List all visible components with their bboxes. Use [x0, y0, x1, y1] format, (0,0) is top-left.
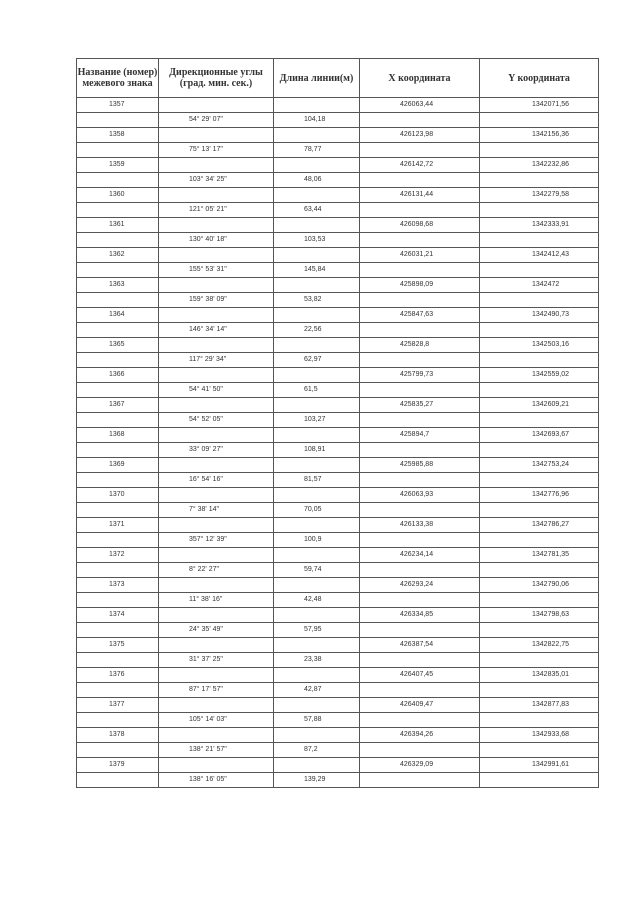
- table-row: [77, 248, 599, 263]
- line-length: 57,88: [274, 713, 360, 728]
- x-coordinate: 426063,93: [360, 488, 480, 503]
- empty-cell: [159, 248, 274, 263]
- empty-cell: [159, 608, 274, 623]
- y-coordinate: 1342877,83: [480, 698, 599, 713]
- table-row: [77, 413, 599, 428]
- y-coordinate: 1342991,61: [480, 758, 599, 773]
- empty-cell: [480, 563, 599, 578]
- x-coordinate: 426394,26: [360, 728, 480, 743]
- table-row: [77, 233, 599, 248]
- table-row: [77, 398, 599, 413]
- x-coordinate: 426334,85: [360, 608, 480, 623]
- empty-cell: [77, 203, 159, 218]
- x-coordinate: 425835,27: [360, 398, 480, 413]
- y-coordinate: 1342781,35: [480, 548, 599, 563]
- x-coordinate: 426234,14: [360, 548, 480, 563]
- line-length: 108,91: [274, 443, 360, 458]
- direction-angle: 105° 14' 03": [159, 713, 274, 728]
- table-row: [77, 638, 599, 653]
- y-coordinate: 1342693,67: [480, 428, 599, 443]
- x-coordinate: 426098,68: [360, 218, 480, 233]
- x-coordinate: 426407,45: [360, 668, 480, 683]
- point-name: 1372: [77, 548, 159, 563]
- empty-cell: [360, 443, 480, 458]
- table-row: [77, 218, 599, 233]
- table-row: [77, 773, 599, 788]
- x-coordinate: 426409,47: [360, 698, 480, 713]
- empty-cell: [77, 323, 159, 338]
- empty-cell: [480, 413, 599, 428]
- empty-cell: [77, 623, 159, 638]
- empty-cell: [77, 353, 159, 368]
- empty-cell: [274, 278, 360, 293]
- empty-cell: [159, 128, 274, 143]
- table-row: [77, 593, 599, 608]
- table-row: [77, 458, 599, 473]
- x-coordinate: 426133,38: [360, 518, 480, 533]
- y-coordinate: 1342559,02: [480, 368, 599, 383]
- empty-cell: [360, 473, 480, 488]
- line-length: 42,87: [274, 683, 360, 698]
- table-row: [77, 623, 599, 638]
- point-name: 1377: [77, 698, 159, 713]
- header-x: X координата: [360, 59, 480, 98]
- empty-cell: [77, 143, 159, 158]
- empty-cell: [274, 248, 360, 263]
- empty-cell: [274, 578, 360, 593]
- table-body: [77, 98, 599, 788]
- table-row: [77, 368, 599, 383]
- empty-cell: [77, 653, 159, 668]
- empty-cell: [159, 758, 274, 773]
- table-header: [77, 59, 599, 98]
- empty-cell: [159, 398, 274, 413]
- y-coordinate: 1342412,43: [480, 248, 599, 263]
- boundary-coordinates-table: [76, 58, 599, 788]
- empty-cell: [274, 488, 360, 503]
- empty-cell: [77, 593, 159, 608]
- table-row: [77, 548, 599, 563]
- empty-cell: [274, 608, 360, 623]
- direction-angle: 54° 52' 05": [159, 413, 274, 428]
- empty-cell: [159, 638, 274, 653]
- empty-cell: [77, 443, 159, 458]
- line-length: 145,84: [274, 263, 360, 278]
- line-length: 61,5: [274, 383, 360, 398]
- point-name: 1364: [77, 308, 159, 323]
- empty-cell: [360, 503, 480, 518]
- y-coordinate: 1342835,01: [480, 668, 599, 683]
- empty-cell: [159, 278, 274, 293]
- x-coordinate: 425985,88: [360, 458, 480, 473]
- empty-cell: [480, 593, 599, 608]
- direction-angle: 7° 38' 14": [159, 503, 274, 518]
- empty-cell: [77, 743, 159, 758]
- header-y: Y координата: [480, 59, 599, 98]
- empty-cell: [480, 683, 599, 698]
- direction-angle: 31° 37' 25": [159, 653, 274, 668]
- line-length: 81,57: [274, 473, 360, 488]
- empty-cell: [77, 533, 159, 548]
- empty-cell: [480, 743, 599, 758]
- empty-cell: [274, 638, 360, 653]
- empty-cell: [274, 128, 360, 143]
- y-coordinate: 1342933,68: [480, 728, 599, 743]
- table-row: [77, 758, 599, 773]
- header-row: [77, 59, 599, 98]
- table-row: [77, 533, 599, 548]
- point-name: 1371: [77, 518, 159, 533]
- table-row: [77, 518, 599, 533]
- table-row: [77, 473, 599, 488]
- empty-cell: [360, 353, 480, 368]
- empty-cell: [360, 173, 480, 188]
- table-row: [77, 203, 599, 218]
- empty-cell: [274, 518, 360, 533]
- empty-cell: [274, 308, 360, 323]
- line-length: 63,44: [274, 203, 360, 218]
- empty-cell: [274, 338, 360, 353]
- empty-cell: [360, 113, 480, 128]
- x-coordinate: 426293,24: [360, 578, 480, 593]
- point-name: 1361: [77, 218, 159, 233]
- direction-angle: 8° 22' 27": [159, 563, 274, 578]
- y-coordinate: 1342822,75: [480, 638, 599, 653]
- table-row: [77, 608, 599, 623]
- empty-cell: [159, 218, 274, 233]
- point-name: 1376: [77, 668, 159, 683]
- y-coordinate: 1342609,21: [480, 398, 599, 413]
- direction-angle: 159° 38' 09": [159, 293, 274, 308]
- line-length: 100,9: [274, 533, 360, 548]
- y-coordinate: 1342753,24: [480, 458, 599, 473]
- empty-cell: [360, 773, 480, 788]
- table-row: [77, 653, 599, 668]
- y-coordinate: 1342071,56: [480, 98, 599, 113]
- y-coordinate: 1342503,16: [480, 338, 599, 353]
- direction-angle: 11° 38' 16": [159, 593, 274, 608]
- empty-cell: [480, 653, 599, 668]
- table-row: [77, 563, 599, 578]
- empty-cell: [77, 713, 159, 728]
- empty-cell: [274, 428, 360, 443]
- line-length: 22,56: [274, 323, 360, 338]
- line-length: 59,74: [274, 563, 360, 578]
- empty-cell: [480, 263, 599, 278]
- point-name: 1362: [77, 248, 159, 263]
- empty-cell: [77, 233, 159, 248]
- point-name: 1369: [77, 458, 159, 473]
- x-coordinate: 426142,72: [360, 158, 480, 173]
- empty-cell: [159, 668, 274, 683]
- point-name: 1378: [77, 728, 159, 743]
- x-coordinate: 426387,54: [360, 638, 480, 653]
- y-coordinate: 1342776,96: [480, 488, 599, 503]
- y-coordinate: 1342472: [480, 278, 599, 293]
- empty-cell: [480, 143, 599, 158]
- empty-cell: [77, 113, 159, 128]
- table-row: [77, 668, 599, 683]
- empty-cell: [360, 413, 480, 428]
- table-row: [77, 173, 599, 188]
- empty-cell: [274, 668, 360, 683]
- point-name: 1365: [77, 338, 159, 353]
- empty-cell: [360, 143, 480, 158]
- direction-angle: 33° 09' 27": [159, 443, 274, 458]
- empty-cell: [159, 338, 274, 353]
- empty-cell: [480, 353, 599, 368]
- empty-cell: [360, 203, 480, 218]
- line-length: 104,18: [274, 113, 360, 128]
- x-coordinate: 425828,8: [360, 338, 480, 353]
- empty-cell: [480, 293, 599, 308]
- empty-cell: [360, 683, 480, 698]
- line-length: 78,77: [274, 143, 360, 158]
- empty-cell: [77, 563, 159, 578]
- empty-cell: [360, 593, 480, 608]
- point-name: 1360: [77, 188, 159, 203]
- point-name: 1375: [77, 638, 159, 653]
- table-row: [77, 383, 599, 398]
- empty-cell: [360, 623, 480, 638]
- direction-angle: 54° 29' 07": [159, 113, 274, 128]
- line-length: 70,05: [274, 503, 360, 518]
- x-coordinate: 426329,09: [360, 758, 480, 773]
- direction-angle: 103° 34' 25": [159, 173, 274, 188]
- line-length: 139,29: [274, 773, 360, 788]
- direction-angle: 117° 29' 34": [159, 353, 274, 368]
- empty-cell: [360, 653, 480, 668]
- empty-cell: [274, 758, 360, 773]
- point-name: 1370: [77, 488, 159, 503]
- empty-cell: [480, 773, 599, 788]
- table-row: [77, 278, 599, 293]
- empty-cell: [360, 293, 480, 308]
- x-coordinate: 426123,98: [360, 128, 480, 143]
- empty-cell: [159, 578, 274, 593]
- empty-cell: [159, 548, 274, 563]
- empty-cell: [159, 518, 274, 533]
- empty-cell: [159, 728, 274, 743]
- empty-cell: [274, 218, 360, 233]
- direction-angle: 138° 21' 57": [159, 743, 274, 758]
- empty-cell: [480, 713, 599, 728]
- table-row: [77, 578, 599, 593]
- empty-cell: [274, 458, 360, 473]
- direction-angle: 155° 53' 31": [159, 263, 274, 278]
- table-row: [77, 443, 599, 458]
- x-coordinate: 425898,09: [360, 278, 480, 293]
- empty-cell: [77, 263, 159, 278]
- table-row: [77, 293, 599, 308]
- line-length: 103,27: [274, 413, 360, 428]
- empty-cell: [360, 533, 480, 548]
- y-coordinate: 1342490,73: [480, 308, 599, 323]
- table-row: [77, 698, 599, 713]
- line-length: 48,06: [274, 173, 360, 188]
- x-coordinate: 426031,21: [360, 248, 480, 263]
- empty-cell: [77, 293, 159, 308]
- empty-cell: [360, 743, 480, 758]
- empty-cell: [480, 383, 599, 398]
- table-row: [77, 743, 599, 758]
- line-length: 62,97: [274, 353, 360, 368]
- empty-cell: [77, 173, 159, 188]
- empty-cell: [360, 233, 480, 248]
- table-row: [77, 713, 599, 728]
- empty-cell: [159, 188, 274, 203]
- point-name: 1357: [77, 98, 159, 113]
- empty-cell: [480, 443, 599, 458]
- empty-cell: [480, 323, 599, 338]
- header-name: Название (номер) межевого знака: [77, 59, 159, 98]
- table-row: [77, 683, 599, 698]
- direction-angle: 130° 40' 18": [159, 233, 274, 248]
- header-length: Длина линии(м): [274, 59, 360, 98]
- empty-cell: [360, 263, 480, 278]
- table-row: [77, 263, 599, 278]
- direction-angle: 24° 35' 49": [159, 623, 274, 638]
- empty-cell: [77, 383, 159, 398]
- point-name: 1359: [77, 158, 159, 173]
- empty-cell: [480, 473, 599, 488]
- direction-angle: 87° 17' 57": [159, 683, 274, 698]
- empty-cell: [480, 203, 599, 218]
- table-row: [77, 308, 599, 323]
- line-length: 42,48: [274, 593, 360, 608]
- empty-cell: [77, 773, 159, 788]
- empty-cell: [159, 158, 274, 173]
- x-coordinate: 425847,63: [360, 308, 480, 323]
- empty-cell: [159, 698, 274, 713]
- table-row: [77, 113, 599, 128]
- line-length: 103,53: [274, 233, 360, 248]
- point-name: 1374: [77, 608, 159, 623]
- y-coordinate: 1342232,86: [480, 158, 599, 173]
- table-row: [77, 428, 599, 443]
- empty-cell: [274, 698, 360, 713]
- table-row: [77, 503, 599, 518]
- empty-cell: [360, 563, 480, 578]
- y-coordinate: 1342333,91: [480, 218, 599, 233]
- x-coordinate: 425894,7: [360, 428, 480, 443]
- y-coordinate: 1342156,36: [480, 128, 599, 143]
- x-coordinate: 426131,44: [360, 188, 480, 203]
- line-length: 53,82: [274, 293, 360, 308]
- direction-angle: 16° 54' 16": [159, 473, 274, 488]
- table-row: [77, 98, 599, 113]
- empty-cell: [159, 308, 274, 323]
- empty-cell: [159, 488, 274, 503]
- empty-cell: [274, 98, 360, 113]
- line-length: 87,2: [274, 743, 360, 758]
- empty-cell: [274, 728, 360, 743]
- direction-angle: 75° 13' 17": [159, 143, 274, 158]
- point-name: 1366: [77, 368, 159, 383]
- point-name: 1367: [77, 398, 159, 413]
- empty-cell: [360, 713, 480, 728]
- point-name: 1379: [77, 758, 159, 773]
- point-name: 1358: [77, 128, 159, 143]
- empty-cell: [274, 548, 360, 563]
- empty-cell: [480, 623, 599, 638]
- table-row: [77, 188, 599, 203]
- empty-cell: [480, 173, 599, 188]
- empty-cell: [77, 473, 159, 488]
- empty-cell: [480, 503, 599, 518]
- table-row: [77, 158, 599, 173]
- y-coordinate: 1342279,58: [480, 188, 599, 203]
- direction-angle: 138° 16' 05": [159, 773, 274, 788]
- direction-angle: 54° 41' 50": [159, 383, 274, 398]
- empty-cell: [77, 683, 159, 698]
- x-coordinate: 426063,44: [360, 98, 480, 113]
- header-angles: Дирекционные углы (град. мин. сек.): [159, 59, 274, 98]
- line-length: 57,95: [274, 623, 360, 638]
- empty-cell: [274, 188, 360, 203]
- empty-cell: [360, 323, 480, 338]
- empty-cell: [480, 113, 599, 128]
- direction-angle: 357° 12' 39": [159, 533, 274, 548]
- table-row: [77, 728, 599, 743]
- table-row: [77, 338, 599, 353]
- empty-cell: [159, 428, 274, 443]
- empty-cell: [274, 368, 360, 383]
- point-name: 1363: [77, 278, 159, 293]
- x-coordinate: 425799,73: [360, 368, 480, 383]
- empty-cell: [159, 458, 274, 473]
- empty-cell: [274, 158, 360, 173]
- y-coordinate: 1342786,27: [480, 518, 599, 533]
- empty-cell: [480, 533, 599, 548]
- line-length: 23,38: [274, 653, 360, 668]
- table-row: [77, 128, 599, 143]
- table-row: [77, 143, 599, 158]
- point-name: 1368: [77, 428, 159, 443]
- empty-cell: [360, 383, 480, 398]
- point-name: 1373: [77, 578, 159, 593]
- empty-cell: [480, 233, 599, 248]
- empty-cell: [159, 98, 274, 113]
- empty-cell: [274, 398, 360, 413]
- table-row: [77, 323, 599, 338]
- y-coordinate: 1342798,63: [480, 608, 599, 623]
- y-coordinate: 1342790,06: [480, 578, 599, 593]
- table-row: [77, 353, 599, 368]
- table-row: [77, 488, 599, 503]
- direction-angle: 121° 05' 21": [159, 203, 274, 218]
- empty-cell: [77, 503, 159, 518]
- empty-cell: [159, 368, 274, 383]
- empty-cell: [77, 413, 159, 428]
- direction-angle: 146° 34' 14": [159, 323, 274, 338]
